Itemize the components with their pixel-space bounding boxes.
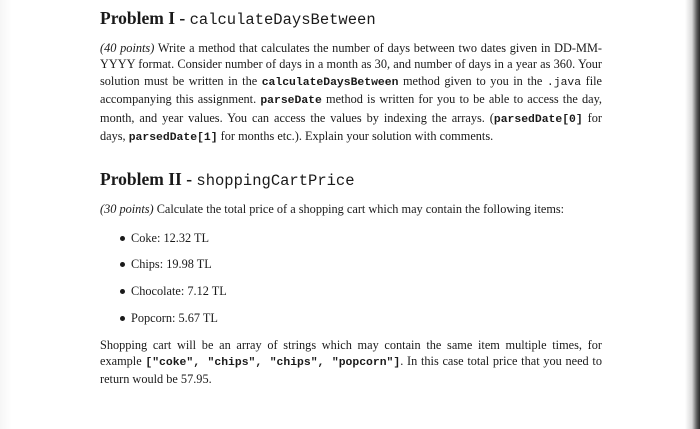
document-content [100, 7, 602, 388]
problem-1-heading-code: calculateDaysBetween [189, 11, 376, 29]
problem-1-heading-word: Problem I - [100, 8, 190, 28]
problem-2-example: Shopping cart will be an array of strings which may contain the same item multiple times, for example ["coke", "chips", "chips", "popcorn"]. In this case total price that you need to return would be 57.95. [100, 337, 602, 387]
cart-example-code: ["coke", "chips", "chips", "popcorn"] [145, 357, 401, 370]
problem-2-heading-code: shoppingCartPrice [196, 172, 355, 191]
list-item: Coke: 12.32 TL [100, 230, 602, 246]
problem-2-heading [100, 168, 602, 192]
parsed-date-0-code: parsedDate[0] [493, 113, 583, 126]
problem-1-points: (40 points) [100, 41, 155, 55]
list-item: Popcorn: 5.67 TL [100, 310, 602, 326]
cart-items-list [100, 230, 602, 326]
problem-2-points: (30 points) [100, 202, 154, 217]
parsed-date-1-code: parsedDate[1] [128, 132, 218, 145]
list-item: Chips: 19.98 TL [100, 256, 602, 272]
problem-2-intro: (30 points) Calculate the total price of a shopping cart which may contain the following items: [100, 202, 565, 217]
java-file-code: .java [546, 76, 582, 89]
problem-1-heading [100, 7, 602, 31]
list-item: Chocolate: 7.12 TL [100, 283, 602, 299]
problem-2-heading-word: Problem II - [100, 169, 197, 190]
parse-date-code: parseDate [260, 95, 322, 108]
method-name-code: calculateDaysBetween [261, 76, 399, 89]
problem-1-description: (40 points) Write a method that calculates the number of days between two dates given in DD-MM-YYYY format. Consider number of days in a month as 30, and number of days in a year as 360. Your solution must be written in the calculateDaysBetween method given to you in the .java file accompanying this assignment. parseDate method is written for you to be able to access the day, month, and year values. You can access the values by indexing the arrays. (parsedDate[0] for days, parsedDate[1] for months etc.). Explain your solution with comments. [100, 41, 603, 145]
